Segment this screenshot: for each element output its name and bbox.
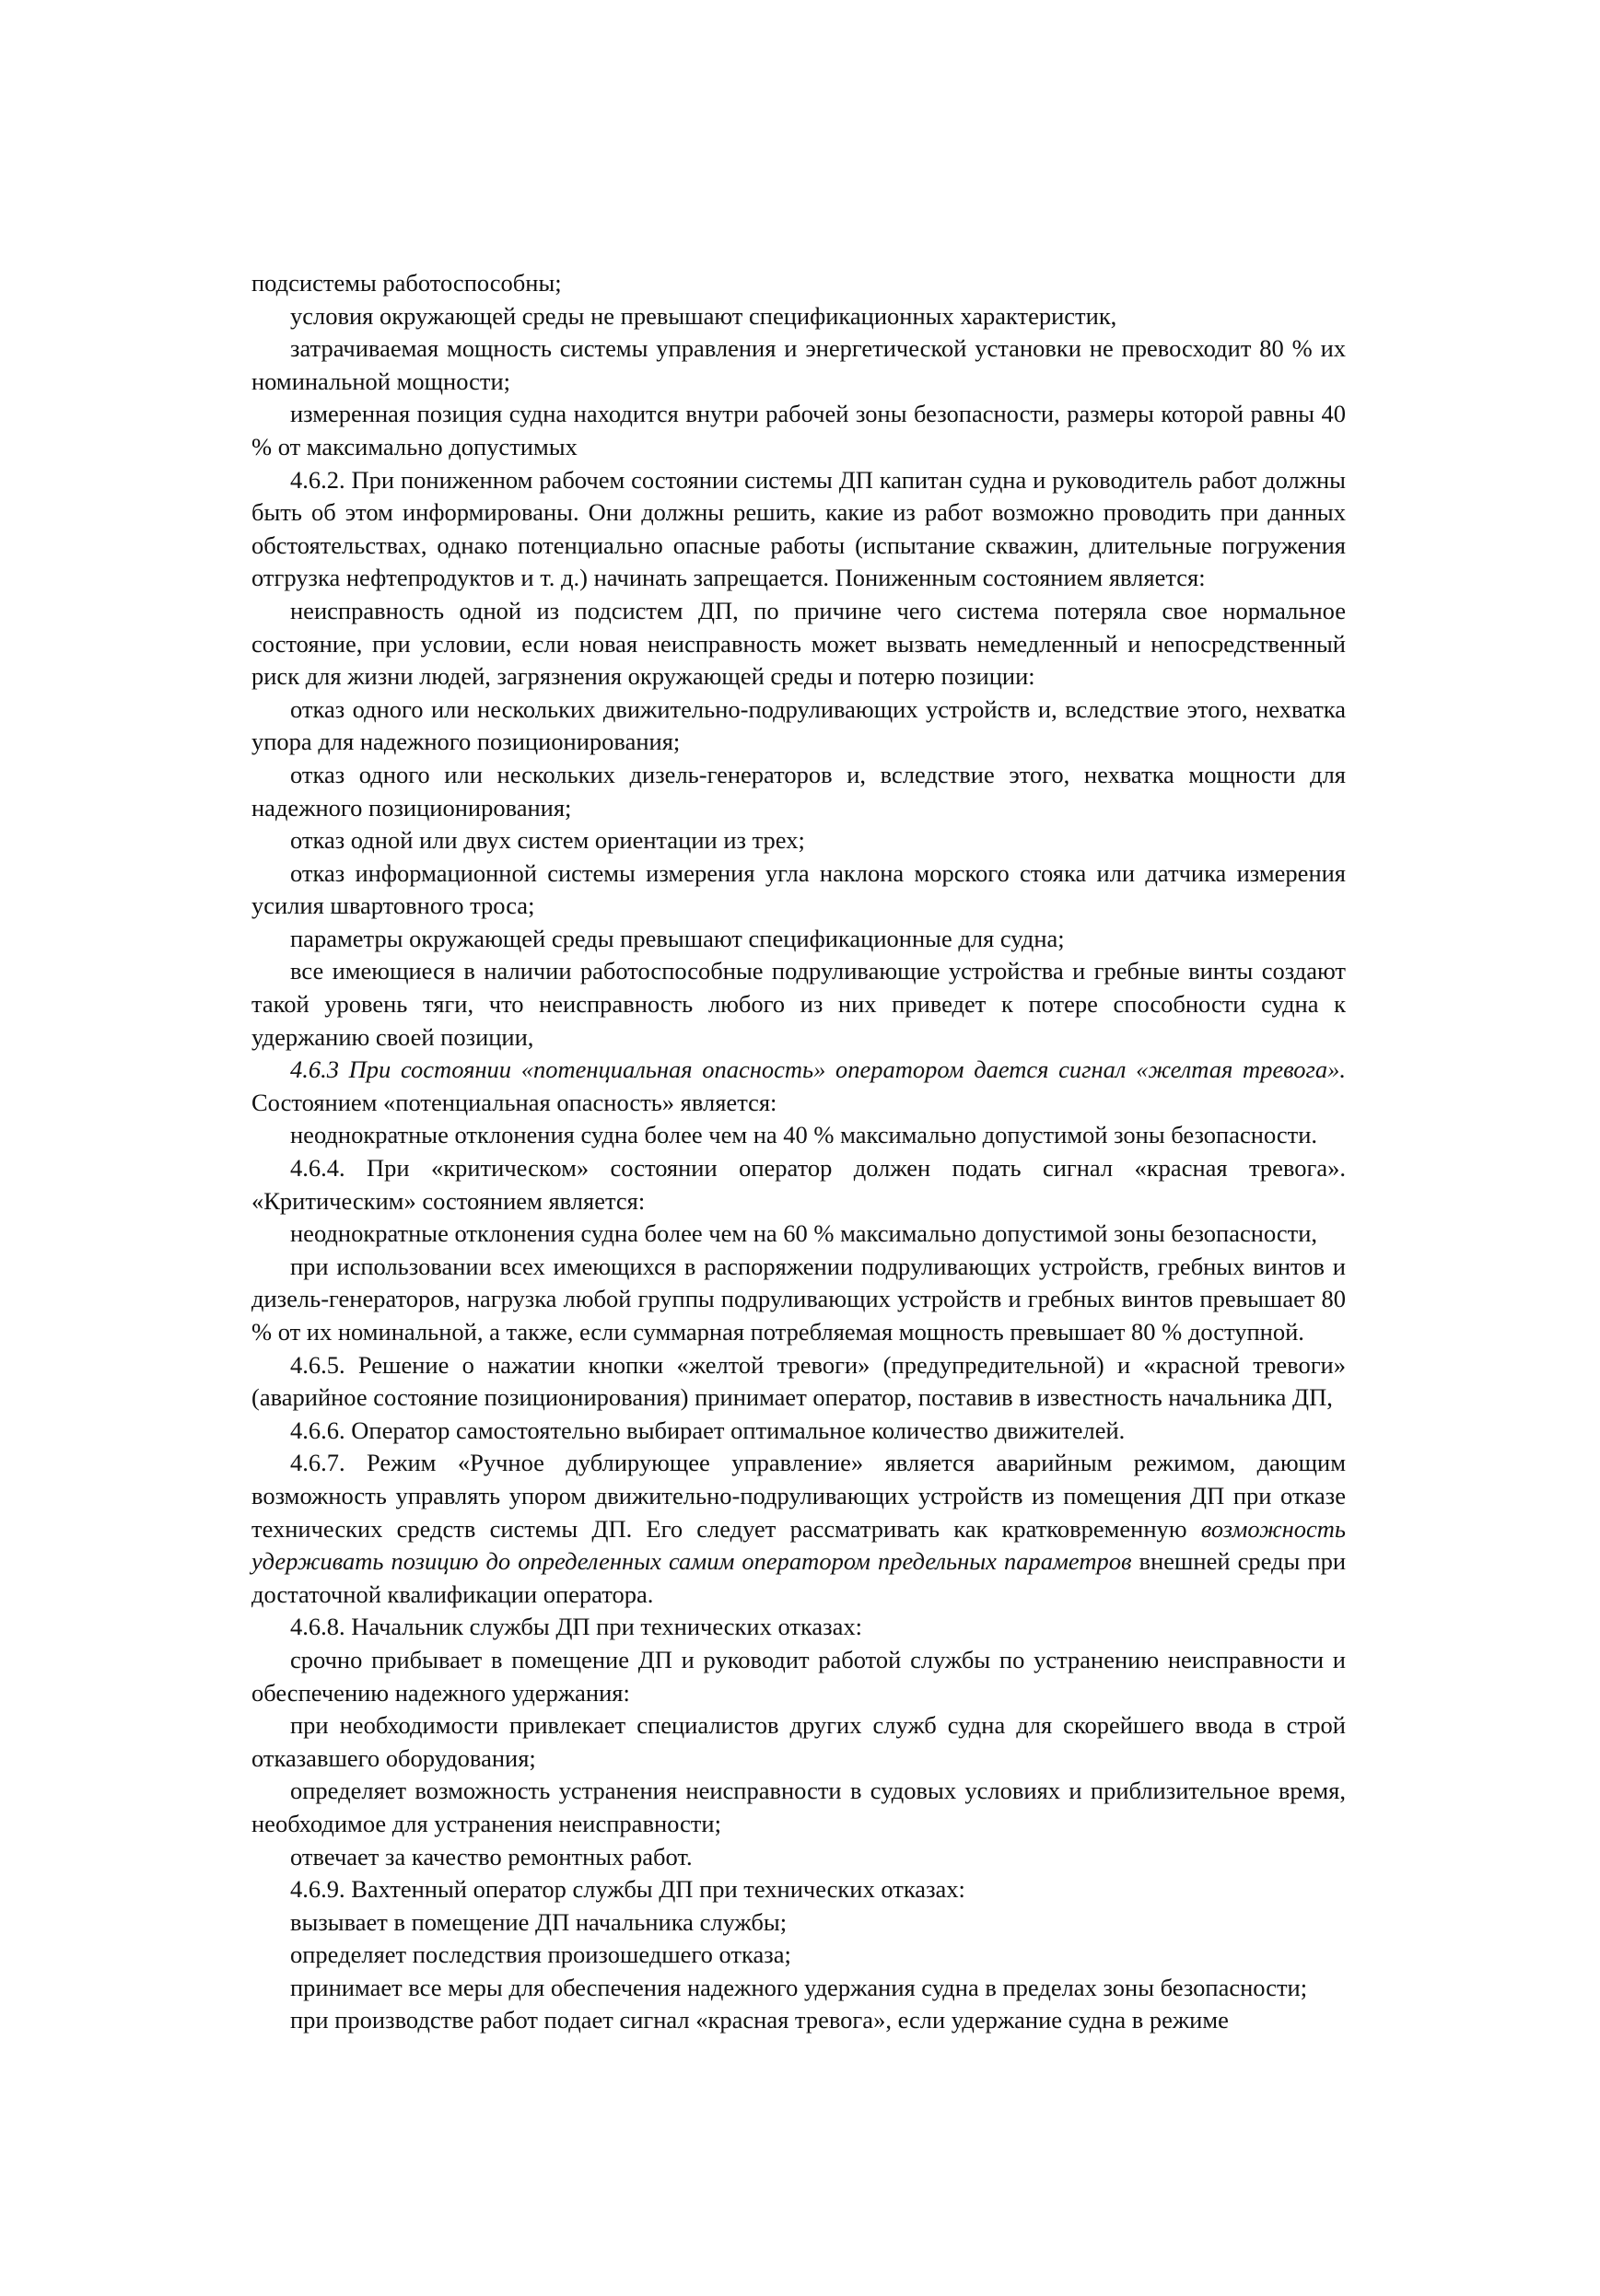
paragraph: вызывает в помещение ДП начальника службы;	[290, 1907, 788, 1936]
paragraph: отказ одной или двух систем ориентации из трех;	[290, 826, 805, 855]
paragraph: отвечает за качество ремонтных работ.	[290, 1842, 693, 1871]
paragraph-text: 4.6.7. Режим «Ручное дублирующее управление» является аварийным режимом, дающим возможность управлять упором движительно-подруливающих устройств из помещения ДП при отказе технических средств системы ДП. Его следует рассматривать как кратковременную	[251, 1449, 1346, 1543]
paragraph: отказ одного или нескольких движительно-подруливающих устройств и, вследствие этого, нехватка упора для надежного позиционирования;	[251, 694, 1346, 756]
paragraph: 4.6.6. Оператор самостоятельно выбирает оптимальное количество движителей.	[290, 1416, 1126, 1444]
paragraph: определяет возможность устранения неисправности в судовых условиях и приблизительное время, необходимое для устранения неисправности;	[251, 1777, 1346, 1837]
paragraph-text: Состоянием «потенциальная опасность» является:	[251, 1088, 777, 1116]
paragraph: параметры окружающей среды превышают спецификационные для судна;	[290, 924, 1065, 952]
paragraph: неоднократные отклонения судна более чем на 60 % максимально допустимой зоны безопасности,	[290, 1219, 1318, 1248]
paragraph: определяет последствия произошедшего отказа;	[290, 1941, 791, 1969]
paragraph-text: внешней среды при достаточной квалификации оператора.	[251, 1547, 1347, 1608]
paragraph: 4.6.2. При пониженном рабочем состоянии системы ДП капитан судна и руководитель работ должны быть об этом информированы. Они должны решить, какие из работ возможно проводить при данных обстоятельствах, однако потенциально опасные работы (испытание скважин, длительные погружения отгрузка нефтепродуктов и т. д.) начинать запрещается. Пониженным состоянием является:	[251, 465, 1346, 592]
paragraph: неисправность одной из подсистем ДП, по причине чего система потеряла свое нормальное состояние, при условии, если новая неисправность может вызвать немедленный и непосредственный риск для жизни людей, загрязнения окружающей среды и потерю позиции:	[251, 596, 1346, 691]
italic-text: 4.6.3 При состоянии «потенциальная опасность» оператором дается сигнал «желтая тревога».	[290, 1055, 1346, 1084]
document-body	[251, 267, 1346, 2037]
paragraph: все имеющиеся в наличии работоспособные подруливающие устройства и гребные винты создают такой уровень тяги, что неисправность любого из них приведет к потере способности судна к удержанию своей позиции,	[251, 957, 1346, 1051]
paragraph: измеренная позиция судна находится внутри рабочей зоны безопасности, размеры которой равны 40 % от максимально допустимых	[251, 400, 1346, 460]
italic-text: возможность удерживать позицию до определенных самим оператором предельных параметров	[251, 1514, 1346, 1576]
paragraph	[251, 1054, 1346, 1119]
paragraph: срочно прибывает в помещение ДП и руководит работой службы по устранению неисправности и обеспечению надежного удержания:	[251, 1645, 1346, 1707]
paragraph: отказ информационной системы измерения угла наклона морского стояка или датчика измерения усилия швартовного троса;	[251, 858, 1346, 920]
paragraph: 4.6.4. При «критическом» состоянии оператор должен подать сигнал «красная тревога». «Критическим» состоянием является:	[251, 1154, 1346, 1215]
paragraph: отказ одного или нескольких дизель-генераторов и, вследствие этого, нехватка мощности для надежного позиционирования;	[251, 760, 1346, 822]
paragraph	[251, 1447, 1346, 1611]
paragraph: 4.6.5. Решение о нажатии кнопки «желтой тревоги» (предупредительной) и «красной тревоги» (аварийное состояние позиционирования) принимает оператор, поставив в известность начальника ДП,	[251, 1350, 1346, 1412]
paragraph: неоднократные отклонения судна более чем на 40 % максимально допустимой зоны безопасности.	[290, 1121, 1318, 1149]
paragraph: условия окружающей среды не превышают спецификационных характеристик,	[290, 301, 1117, 330]
paragraph: при необходимости привлекает специалистов других служб судна для скорейшего ввода в строй отказавшего оборудования;	[251, 1711, 1346, 1772]
paragraph: подсистемы работоспособны;	[251, 269, 562, 297]
paragraph: при использовании всех имеющихся в распоряжении подруливающих устройств, гребных винтов и дизель-генераторов, нагрузка любой группы подруливающих устройств и гребных винтов превышает 80 % от их номинальной, а также, если суммарная потребляемая мощность превышает 80 % доступной.	[251, 1252, 1346, 1346]
paragraph: затрачиваемая мощность системы управления и энергетической установки не превосходит 80 % их номинальной мощности;	[251, 334, 1346, 395]
paragraph: при производстве работ подает сигнал «красная тревога», если удержание судна в режиме	[290, 2006, 1229, 2034]
paragraph: принимает все меры для обеспечения надежного удержания судна в пределах зоны безопасности;	[290, 1973, 1308, 2001]
paragraph: 4.6.9. Вахтенный оператор службы ДП при технических отказах:	[290, 1875, 965, 1904]
paragraph: 4.6.8. Начальник службы ДП при технических отказах:	[290, 1613, 863, 1641]
